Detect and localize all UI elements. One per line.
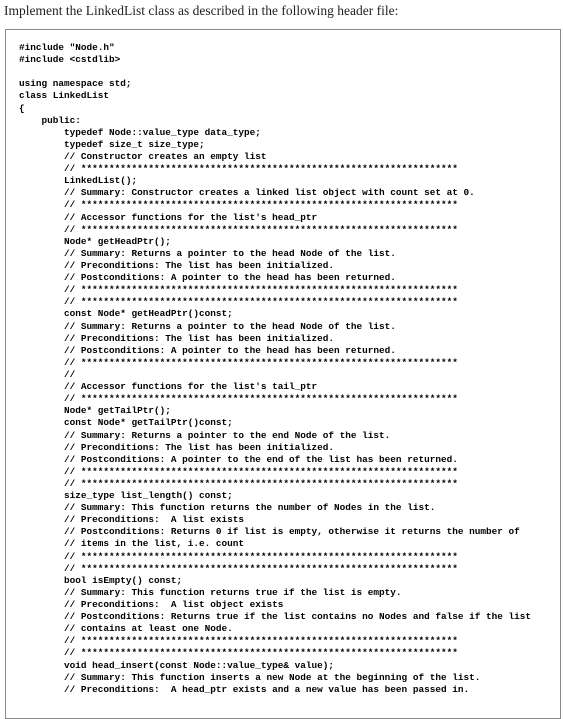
code-line: // *******************************************************************: [19, 163, 458, 175]
code-line: class LinkedList: [19, 90, 110, 102]
code-line: // Postconditions: A pointer to the head has been returned.: [19, 272, 396, 284]
code-line: // Postconditions: Returns 0 if list is empty, otherwise it returns the number of: [19, 526, 520, 538]
instruction-text: Implement the LinkedList class as described in the following header file:: [4, 3, 399, 18]
code-line: // *******************************************************************: [19, 562, 458, 574]
header-file-code: [6, 30, 560, 696]
code-line: // contains at least one Node.: [19, 623, 233, 635]
code-line: // Accessor functions for the list's head_ptr: [19, 211, 318, 223]
code-line: [19, 66, 560, 78]
code-line: Node* getHeadPtr();: [19, 235, 171, 247]
code-line: const Node* getTailPtr()const;: [19, 417, 233, 429]
code-line: // *******************************************************************: [19, 393, 458, 405]
code-line: // Summary: Returns a pointer to the head Node of the list.: [19, 247, 396, 259]
code-line: // Constructor creates an empty list: [19, 150, 267, 162]
code-line: // *******************************************************************: [19, 550, 458, 562]
code-line: // Postconditions: A pointer to the end of the list has been returned.: [19, 453, 458, 465]
code-line: // Preconditions: The list has been initialized.: [19, 332, 335, 344]
code-line: // *******************************************************************: [19, 284, 458, 296]
code-line: // Summary: This function inserts a new Node at the beginning of the list.: [19, 671, 481, 683]
code-line: // Postconditions: Returns true if the list contains no Nodes and false if the list: [19, 611, 531, 623]
code-line: // Preconditions: A list object exists: [19, 599, 284, 611]
code-line: // Preconditions: The list has been initialized.: [19, 441, 335, 453]
code-line: // *******************************************************************: [19, 465, 458, 477]
code-line: // *******************************************************************: [19, 223, 458, 235]
code-line: bool isEmpty() const;: [19, 574, 183, 586]
code-line: // Summary: Returns a pointer to the head Node of the list.: [19, 320, 396, 332]
code-line: // Summary: This function returns the number of Nodes in the list.: [19, 502, 436, 514]
code-line: // *******************************************************************: [19, 647, 458, 659]
code-block: [5, 29, 561, 719]
code-line: using namespace std;: [19, 78, 132, 90]
code-line: // *******************************************************************: [19, 199, 458, 211]
code-line: // *******************************************************************: [19, 296, 458, 308]
code-line: // Summary: This function returns true if the list is empty.: [19, 586, 402, 598]
code-line: // Preconditions: A head_ptr exists and a new value has been passed in.: [19, 683, 470, 695]
code-line: // Summary: Constructor creates a linked list object with count set at 0.: [19, 187, 475, 199]
code-line: // Preconditions: A list exists: [19, 514, 245, 526]
code-line: {: [19, 102, 25, 114]
code-line: typedef Node::value_type data_type;: [19, 126, 261, 138]
code-line: // *******************************************************************: [19, 356, 458, 368]
code-line: #include "Node.h": [19, 42, 115, 53]
code-line: #include <cstdlib>: [19, 54, 121, 66]
code-line: // items in the list, i.e. count: [19, 538, 245, 550]
code-line: // *******************************************************************: [19, 477, 458, 489]
code-line: // Postconditions: A pointer to the head has been returned.: [19, 344, 396, 356]
code-line: // Preconditions: The list has been initialized.: [19, 259, 335, 271]
code-line: size_type list_length() const;: [19, 490, 233, 502]
code-line: public:: [19, 114, 81, 126]
code-line: const Node* getHeadPtr()const;: [19, 308, 233, 320]
code-line: // Accessor functions for the list's tail_ptr: [19, 381, 318, 393]
code-line: // *******************************************************************: [19, 635, 458, 647]
code-line: void head_insert(const Node::value_type& value);: [19, 659, 335, 671]
code-line: //: [19, 368, 76, 380]
code-line: // Summary: Returns a pointer to the end Node of the list.: [19, 429, 391, 441]
code-line: LinkedList();: [19, 175, 138, 187]
code-line: Node* getTailPtr();: [19, 405, 171, 417]
code-line: typedef size_t size_type;: [19, 138, 205, 150]
